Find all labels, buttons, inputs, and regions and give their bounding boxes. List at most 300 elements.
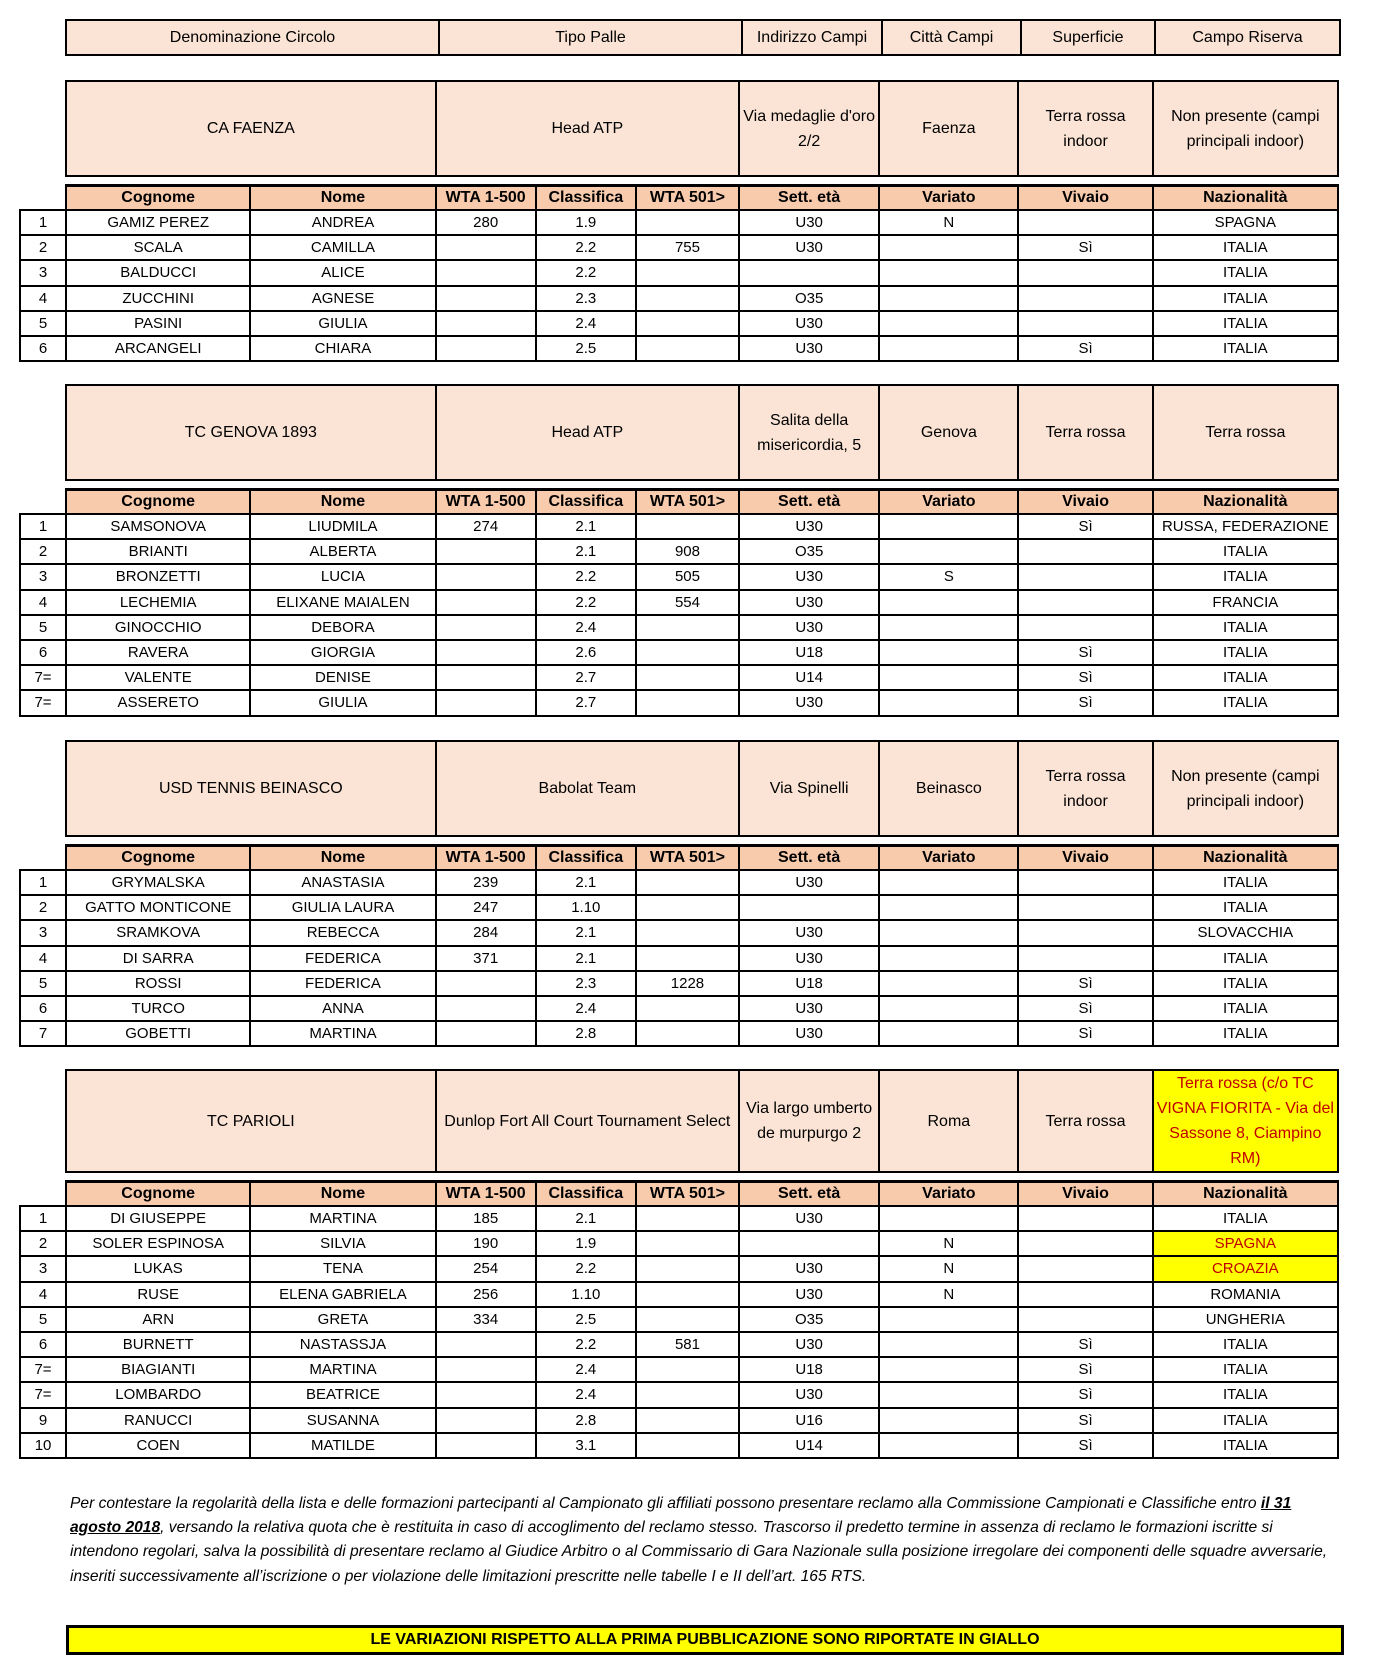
- player-variato: [879, 1021, 1018, 1046]
- player-wta-501: [636, 946, 739, 971]
- player-vivaio: Sì: [1018, 665, 1152, 690]
- player-variato: [879, 1307, 1018, 1332]
- note-deadline-date: il 31 agosto 2018: [70, 1494, 1292, 1536]
- player-variato: N: [879, 210, 1018, 235]
- player-variato: [879, 665, 1018, 690]
- player-name: GRETA: [250, 1307, 435, 1332]
- player-classifica: 2.4: [536, 615, 636, 640]
- club-info-row: [20, 1070, 1338, 1172]
- player-variato: [879, 615, 1018, 640]
- player-classifica: 2.2: [536, 564, 636, 589]
- player-variato: [879, 590, 1018, 615]
- player-name: REBECCA: [250, 920, 435, 945]
- player-age-group: U30: [739, 235, 879, 260]
- table-row: [20, 665, 1338, 690]
- section-spacer: [20, 836, 1338, 845]
- player-wta-1-500: 239: [436, 870, 536, 895]
- table-row: [20, 946, 1338, 971]
- player-variato: [879, 996, 1018, 1021]
- player-vivaio: [1018, 286, 1152, 311]
- table-row: [20, 690, 1338, 715]
- header-club-name: Denominazione Circolo: [66, 20, 439, 55]
- player-surname: SOLER ESPINOSA: [66, 1231, 250, 1256]
- player-rank: 3: [20, 920, 66, 945]
- player-variato: [879, 311, 1018, 336]
- player-rank: 2: [20, 235, 66, 260]
- court-surface: Terra rossa: [1018, 1070, 1152, 1172]
- player-classifica: 1.10: [536, 895, 636, 920]
- player-classifica: 3.1: [536, 1433, 636, 1458]
- col-nazionalita: Nazionalità: [1153, 489, 1338, 514]
- club-table: [19, 740, 1339, 1047]
- player-surname: COEN: [66, 1433, 250, 1458]
- player-classifica: 2.2: [536, 590, 636, 615]
- player-nationality: ITALIA: [1153, 539, 1338, 564]
- player-nationality: ROMANIA: [1153, 1282, 1338, 1307]
- player-surname: LECHEMIA: [66, 590, 250, 615]
- col-nome: Nome: [250, 185, 435, 210]
- player-wta-501: [636, 640, 739, 665]
- table-row: [20, 1357, 1338, 1382]
- col-cognome: Cognome: [66, 185, 250, 210]
- player-wta-501: [636, 1282, 739, 1307]
- table-row: [20, 1282, 1338, 1307]
- player-variato: [879, 336, 1018, 361]
- player-wta-1-500: [436, 286, 536, 311]
- player-age-group: U30: [739, 946, 879, 971]
- player-wta-501: [636, 690, 739, 715]
- row-spacer: [20, 1181, 66, 1206]
- ball-type: Dunlop Fort All Court Tournament Select: [436, 1070, 739, 1172]
- player-nationality: CROAZIA: [1153, 1256, 1338, 1281]
- player-rank: 1: [20, 870, 66, 895]
- player-surname: VALENTE: [66, 665, 250, 690]
- rules-note: [70, 1492, 1340, 1590]
- player-wta-501: 755: [636, 235, 739, 260]
- player-name: SUSANNA: [250, 1408, 435, 1433]
- table-row: [20, 590, 1338, 615]
- player-vivaio: Sì: [1018, 1021, 1152, 1046]
- table-row: [20, 640, 1338, 665]
- player-classifica: 2.2: [536, 1256, 636, 1281]
- player-wta-501: 1228: [636, 971, 739, 996]
- player-surname: SCALA: [66, 235, 250, 260]
- column-header-row: [20, 185, 1338, 210]
- player-classifica: 2.3: [536, 286, 636, 311]
- table-row: [20, 1408, 1338, 1433]
- player-vivaio: [1018, 539, 1152, 564]
- player-variato: [879, 895, 1018, 920]
- player-classifica: 2.4: [536, 1357, 636, 1382]
- player-rank: 1: [20, 1206, 66, 1231]
- player-surname: GATTO MONTICONE: [66, 895, 250, 920]
- player-wta-1-500: 247: [436, 895, 536, 920]
- player-surname: ROSSI: [66, 971, 250, 996]
- club-name: CA FAENZA: [66, 81, 436, 176]
- player-wta-501: 505: [636, 564, 739, 589]
- col-cognome: Cognome: [66, 1181, 250, 1206]
- player-name: FEDERICA: [250, 971, 435, 996]
- player-age-group: [739, 260, 879, 285]
- player-name: CHIARA: [250, 336, 435, 361]
- player-vivaio: [1018, 311, 1152, 336]
- player-age-group: U18: [739, 971, 879, 996]
- player-surname: GRYMALSKA: [66, 870, 250, 895]
- player-age-group: U30: [739, 870, 879, 895]
- player-vivaio: [1018, 590, 1152, 615]
- club-name: TC GENOVA 1893: [66, 385, 436, 480]
- player-nationality: ITALIA: [1153, 971, 1338, 996]
- player-age-group: U14: [739, 665, 879, 690]
- table-row: [20, 1021, 1338, 1046]
- player-vivaio: Sì: [1018, 996, 1152, 1021]
- player-name: TENA: [250, 1256, 435, 1281]
- player-nationality: ITALIA: [1153, 336, 1338, 361]
- player-surname: SRAMKOVA: [66, 920, 250, 945]
- player-wta-501: [636, 996, 739, 1021]
- player-vivaio: Sì: [1018, 514, 1152, 539]
- player-wta-1-500: [436, 1408, 536, 1433]
- player-vivaio: Sì: [1018, 1433, 1152, 1458]
- col-classifica: Classifica: [536, 489, 636, 514]
- player-wta-501: [636, 895, 739, 920]
- player-name: SILVIA: [250, 1231, 435, 1256]
- player-wta-501: [636, 1433, 739, 1458]
- player-surname: DI GIUSEPPE: [66, 1206, 250, 1231]
- player-nationality: ITALIA: [1153, 946, 1338, 971]
- player-name: FEDERICA: [250, 946, 435, 971]
- player-wta-1-500: 284: [436, 920, 536, 945]
- player-age-group: O35: [739, 539, 879, 564]
- player-wta-1-500: 371: [436, 946, 536, 971]
- court-surface: Terra rossa indoor: [1018, 741, 1152, 836]
- section-spacer: [20, 1172, 1338, 1181]
- player-age-group: U16: [739, 1408, 879, 1433]
- player-nationality: ITALIA: [1153, 1382, 1338, 1407]
- player-age-group: U30: [739, 920, 879, 945]
- player-nationality: ITALIA: [1153, 1332, 1338, 1357]
- column-header-row: [20, 845, 1338, 870]
- player-name: MARTINA: [250, 1021, 435, 1046]
- player-wta-501: [636, 311, 739, 336]
- header-table: [65, 19, 1341, 56]
- player-wta-1-500: [436, 1357, 536, 1382]
- player-wta-501: [636, 1382, 739, 1407]
- player-vivaio: [1018, 564, 1152, 589]
- table-row: [20, 564, 1338, 589]
- player-nationality: ITALIA: [1153, 665, 1338, 690]
- court-surface: Terra rossa indoor: [1018, 81, 1152, 176]
- table-row: [20, 996, 1338, 1021]
- player-name: GIULIA LAURA: [250, 895, 435, 920]
- player-nationality: UNGHERIA: [1153, 1307, 1338, 1332]
- player-age-group: [739, 1231, 879, 1256]
- player-wta-1-500: 190: [436, 1231, 536, 1256]
- court-city: Faenza: [879, 81, 1018, 176]
- player-name: ELIXANE MAIALEN: [250, 590, 435, 615]
- player-variato: N: [879, 1231, 1018, 1256]
- col-cognome: Cognome: [66, 845, 250, 870]
- club-info-row: [20, 81, 1338, 176]
- player-wta-1-500: [436, 311, 536, 336]
- player-vivaio: Sì: [1018, 971, 1152, 996]
- player-nationality: ITALIA: [1153, 895, 1338, 920]
- row-spacer: [20, 845, 66, 870]
- player-surname: ARN: [66, 1307, 250, 1332]
- player-name: NASTASSJA: [250, 1332, 435, 1357]
- player-vivaio: Sì: [1018, 640, 1152, 665]
- col-age-group: Sett. età: [739, 185, 879, 210]
- table-row: [20, 1307, 1338, 1332]
- col-classifica: Classifica: [536, 845, 636, 870]
- player-rank: 1: [20, 210, 66, 235]
- player-nationality: ITALIA: [1153, 615, 1338, 640]
- player-classifica: 2.2: [536, 1332, 636, 1357]
- player-nationality: SPAGNA: [1153, 1231, 1338, 1256]
- col-vivaio: Vivaio: [1018, 1181, 1152, 1206]
- player-name: ELENA GABRIELA: [250, 1282, 435, 1307]
- player-name: LIUDMILA: [250, 514, 435, 539]
- col-classifica: Classifica: [536, 1181, 636, 1206]
- player-classifica: 2.1: [536, 920, 636, 945]
- player-variato: [879, 286, 1018, 311]
- player-vivaio: Sì: [1018, 336, 1152, 361]
- player-surname: BRONZETTI: [66, 564, 250, 589]
- player-name: ANDREA: [250, 210, 435, 235]
- col-classifica: Classifica: [536, 185, 636, 210]
- player-wta-501: [636, 665, 739, 690]
- player-name: MARTINA: [250, 1357, 435, 1382]
- player-age-group: U30: [739, 690, 879, 715]
- player-vivaio: Sì: [1018, 1357, 1152, 1382]
- col-age-group: Sett. età: [739, 845, 879, 870]
- player-vivaio: [1018, 615, 1152, 640]
- player-wta-501: 908: [636, 539, 739, 564]
- col-nazionalita: Nazionalità: [1153, 185, 1338, 210]
- court-city: Roma: [879, 1070, 1018, 1172]
- player-rank: 7: [20, 1021, 66, 1046]
- table-row: [20, 260, 1338, 285]
- player-surname: RUSE: [66, 1282, 250, 1307]
- player-classifica: 2.3: [536, 971, 636, 996]
- col-wta-1-500: WTA 1-500: [436, 489, 536, 514]
- table-row: [20, 1231, 1338, 1256]
- table-row: [20, 514, 1338, 539]
- player-age-group: U30: [739, 996, 879, 1021]
- column-header-row: [20, 489, 1338, 514]
- player-name: CAMILLA: [250, 235, 435, 260]
- player-nationality: ITALIA: [1153, 1357, 1338, 1382]
- player-rank: 5: [20, 1307, 66, 1332]
- player-wta-1-500: [436, 615, 536, 640]
- player-wta-501: [636, 1021, 739, 1046]
- player-wta-1-500: [436, 590, 536, 615]
- col-wta-1-500: WTA 1-500: [436, 1181, 536, 1206]
- player-classifica: 2.1: [536, 1206, 636, 1231]
- player-rank: 2: [20, 539, 66, 564]
- player-nationality: FRANCIA: [1153, 590, 1338, 615]
- col-vivaio: Vivaio: [1018, 845, 1152, 870]
- player-rank: 4: [20, 1282, 66, 1307]
- player-nationality: ITALIA: [1153, 1206, 1338, 1231]
- player-name: DEBORA: [250, 615, 435, 640]
- player-nationality: ITALIA: [1153, 260, 1338, 285]
- player-age-group: U30: [739, 514, 879, 539]
- player-wta-501: [636, 920, 739, 945]
- player-surname: ARCANGELI: [66, 336, 250, 361]
- player-age-group: U14: [739, 1433, 879, 1458]
- col-wta-1-500: WTA 1-500: [436, 845, 536, 870]
- player-age-group: U30: [739, 615, 879, 640]
- player-name: ANASTASIA: [250, 870, 435, 895]
- player-surname: RAVERA: [66, 640, 250, 665]
- player-surname: GAMIZ PEREZ: [66, 210, 250, 235]
- player-wta-501: [636, 260, 739, 285]
- note-text-before: Per contestare la regolarità della lista e delle formazioni partecipanti al Campionato gli affiliati possono presentare reclamo alla Commissione Campionati e Classifiche entro: [70, 1494, 1261, 1512]
- player-classifica: 2.4: [536, 996, 636, 1021]
- player-wta-501: [636, 1206, 739, 1231]
- player-wta-501: [636, 210, 739, 235]
- player-wta-501: [636, 615, 739, 640]
- player-classifica: 2.6: [536, 640, 636, 665]
- player-vivaio: [1018, 946, 1152, 971]
- player-name: LUCIA: [250, 564, 435, 589]
- player-surname: RANUCCI: [66, 1408, 250, 1433]
- player-wta-1-500: [436, 665, 536, 690]
- player-vivaio: [1018, 260, 1152, 285]
- row-spacer: [20, 81, 66, 176]
- club-name: USD TENNIS BEINASCO: [66, 741, 436, 836]
- player-wta-501: [636, 514, 739, 539]
- player-vivaio: Sì: [1018, 690, 1152, 715]
- player-variato: N: [879, 1256, 1018, 1281]
- col-cognome: Cognome: [66, 489, 250, 514]
- court-address: Via medaglie d'oro 2/2: [739, 81, 879, 176]
- player-rank: 4: [20, 286, 66, 311]
- table-row: [20, 1256, 1338, 1281]
- player-classifica: 2.2: [536, 260, 636, 285]
- player-wta-501: 554: [636, 590, 739, 615]
- player-name: GIULIA: [250, 690, 435, 715]
- player-classifica: 2.1: [536, 870, 636, 895]
- player-wta-501: [636, 870, 739, 895]
- player-wta-1-500: 280: [436, 210, 536, 235]
- changes-footer-banner: LE VARIAZIONI RISPETTO ALLA PRIMA PUBBLICAZIONE SONO RIPORTATE IN GIALLO: [66, 1625, 1344, 1655]
- player-rank: 3: [20, 1256, 66, 1281]
- player-wta-1-500: 334: [436, 1307, 536, 1332]
- player-surname: ASSERETO: [66, 690, 250, 715]
- player-variato: [879, 235, 1018, 260]
- player-rank: 1: [20, 514, 66, 539]
- player-name: GIULIA: [250, 311, 435, 336]
- player-variato: [879, 1357, 1018, 1382]
- col-wta-1-500: WTA 1-500: [436, 185, 536, 210]
- player-surname: TURCO: [66, 996, 250, 1021]
- player-classifica: 1.9: [536, 210, 636, 235]
- reserve-court: Non presente (campi principali indoor): [1153, 81, 1338, 176]
- header-ball-type: Tipo Palle: [439, 20, 742, 55]
- player-rank: 6: [20, 640, 66, 665]
- player-age-group: O35: [739, 286, 879, 311]
- player-name: ALICE: [250, 260, 435, 285]
- player-age-group: U30: [739, 1021, 879, 1046]
- player-rank: 3: [20, 564, 66, 589]
- player-name: BEATRICE: [250, 1382, 435, 1407]
- player-vivaio: [1018, 870, 1152, 895]
- player-age-group: U30: [739, 1332, 879, 1357]
- player-vivaio: [1018, 1307, 1152, 1332]
- player-variato: [879, 870, 1018, 895]
- club-info-row: [20, 741, 1338, 836]
- player-age-group: U18: [739, 1357, 879, 1382]
- player-vivaio: [1018, 895, 1152, 920]
- column-header-row: [20, 1181, 1338, 1206]
- col-vivaio: Vivaio: [1018, 185, 1152, 210]
- player-wta-501: [636, 1231, 739, 1256]
- header-court-address: Indirizzo Campi: [742, 20, 882, 55]
- player-rank: 7=: [20, 1382, 66, 1407]
- player-rank: 7=: [20, 665, 66, 690]
- col-nazionalita: Nazionalità: [1153, 1181, 1338, 1206]
- player-vivaio: [1018, 210, 1152, 235]
- player-wta-501: [636, 1256, 739, 1281]
- player-nationality: RUSSA, FEDERAZIONE: [1153, 514, 1338, 539]
- col-age-group: Sett. età: [739, 489, 879, 514]
- player-name: ANNA: [250, 996, 435, 1021]
- court-address: Salita della misericordia, 5: [739, 385, 879, 480]
- header-surface: Superficie: [1021, 20, 1155, 55]
- player-name: GIORGIA: [250, 640, 435, 665]
- table-row: [20, 1332, 1338, 1357]
- col-nazionalita: Nazionalità: [1153, 845, 1338, 870]
- player-rank: 7=: [20, 1357, 66, 1382]
- table-row: [20, 1382, 1338, 1407]
- player-classifica: 2.8: [536, 1021, 636, 1046]
- player-surname: PASINI: [66, 311, 250, 336]
- player-wta-1-500: [436, 564, 536, 589]
- player-surname: GINOCCHIO: [66, 615, 250, 640]
- table-row: [20, 971, 1338, 996]
- player-classifica: 2.5: [536, 1307, 636, 1332]
- player-rank: 6: [20, 996, 66, 1021]
- player-wta-1-500: [436, 235, 536, 260]
- player-age-group: U30: [739, 1382, 879, 1407]
- player-wta-1-500: [436, 260, 536, 285]
- player-name: MARTINA: [250, 1206, 435, 1231]
- club-table: [19, 384, 1339, 717]
- player-wta-1-500: 274: [436, 514, 536, 539]
- table-row: [20, 235, 1338, 260]
- player-wta-1-500: [436, 690, 536, 715]
- player-wta-501: [636, 1408, 739, 1433]
- ball-type: Head ATP: [436, 385, 739, 480]
- player-wta-1-500: [436, 1021, 536, 1046]
- col-nome: Nome: [250, 845, 435, 870]
- player-variato: [879, 539, 1018, 564]
- player-vivaio: [1018, 1256, 1152, 1281]
- player-rank: 4: [20, 590, 66, 615]
- player-nationality: ITALIA: [1153, 1433, 1338, 1458]
- player-vivaio: Sì: [1018, 235, 1152, 260]
- section-spacer: [20, 176, 1338, 185]
- court-address: Via largo umberto de murpurgo 2: [739, 1070, 879, 1172]
- court-surface: Terra rossa: [1018, 385, 1152, 480]
- player-rank: 10: [20, 1433, 66, 1458]
- col-variato: Variato: [879, 1181, 1018, 1206]
- col-wta-501: WTA 501>: [636, 845, 739, 870]
- player-wta-1-500: 256: [436, 1282, 536, 1307]
- player-name: MATILDE: [250, 1433, 435, 1458]
